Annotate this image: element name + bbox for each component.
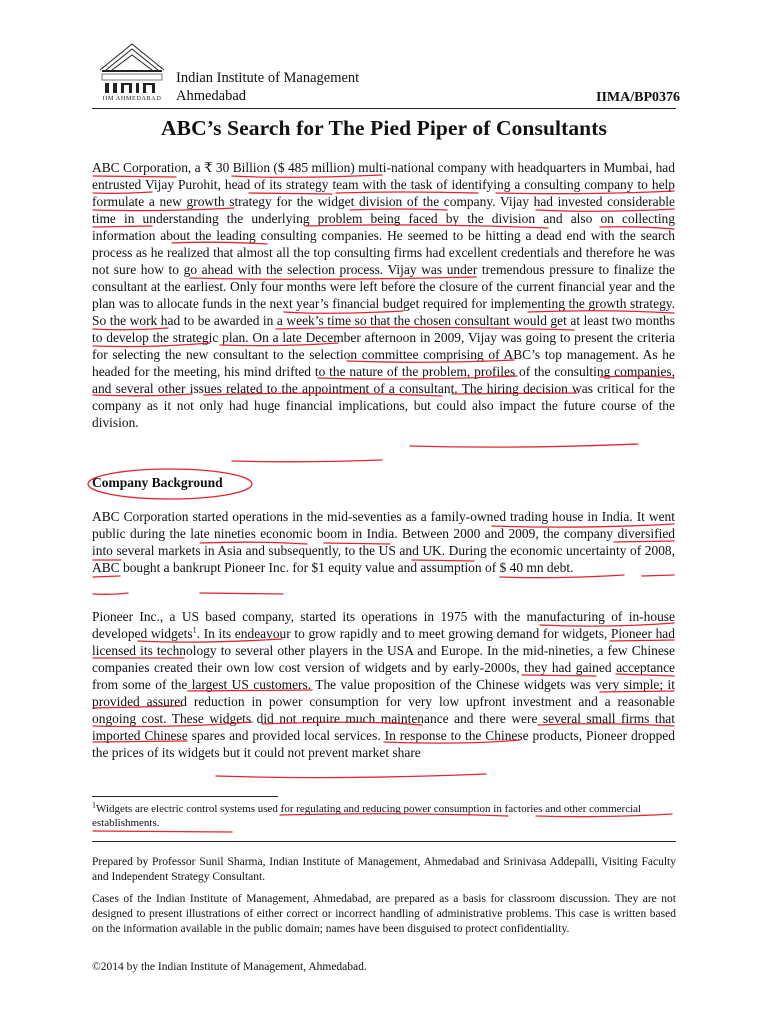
disclaimer: Cases of the Indian Institute of Management, Ahmedabad, are prepared as a basis for classroom discussion. They are not designed to present illustrations of either correct or incorrect handling of administrative problems. This case is written based on the information available in the public domain; names have been disguised to protect confidentiality. bbox=[92, 893, 676, 935]
company-background-paragraph: ABC Corporation started operations in the mid-seventies as a family-owned trading house in India. It went public during the late nineties economic boom in India. Between 2000 and 2009, the company diversified into several markets in Asia and subsequently, to the US and UK. During the economic uncertainty of 2008, ABC bought a bankrupt Pioneer Inc. for $1 equity value and assumption of $ 40 mn debt. bbox=[92, 509, 675, 575]
case-title: ABC’s Search for The Pied Piper of Consultants bbox=[161, 116, 607, 140]
footnote-rule bbox=[92, 796, 278, 797]
institute-line-2: Ahmedabad bbox=[176, 88, 247, 104]
iima-logo bbox=[96, 40, 168, 102]
footnote bbox=[92, 802, 682, 830]
case-id: IIMA/BP0376 bbox=[596, 90, 680, 105]
footnote-marker: 1 bbox=[92, 800, 96, 810]
institute-name bbox=[176, 69, 359, 105]
pioneer-text-start: Pioneer Inc., a US based company, started its operations in 1975 with the manufacturing of in-house developed widgets bbox=[92, 609, 675, 641]
svg-text:IIM AHMEDABAD: IIM AHMEDABAD bbox=[102, 95, 162, 102]
footnote-text: Widgets are electric control systems used for regulating and reducing power consumption in factories and other commercial establishments. bbox=[92, 803, 642, 829]
header-divider bbox=[92, 108, 676, 109]
section-heading-company-background: Company Background bbox=[92, 475, 223, 490]
authors-note: Prepared by Professor Sunil Sharma, Indian Institute of Management, Ahmedabad and Srinivasa Addepalli, Visiting Faculty and Independent Strategy Consultant. bbox=[92, 856, 676, 883]
footer-divider bbox=[92, 841, 676, 842]
pioneer-paragraph bbox=[92, 608, 675, 761]
pioneer-text-rest: . In its endeavour to grow rapidly and to meet growing demand for widgets, Pioneer had licensed its technology to several other players in the USA and Europe. In the mid-nineties, a few Chinese companies created their own low cost version of widgets and by early-2000s, they had gained acceptance from some of the largest US customers. The value proposition of the Chinese widgets was very simple; it provided assured reduction in power consumption for very low upfront investment and a reasonable ongoing cost. These widgets did not require much maintenance and there were several small firms that imported Chinese spares and provided local services. In response to the Chinese products, Pioneer dropped the prices of its widgets but it could not prevent market share bbox=[92, 626, 675, 760]
copyright: ©2014 by the Indian Institute of Management, Ahmedabad. bbox=[92, 961, 367, 973]
intro-paragraph: ABC Corporation, a ₹ 30 Billion ($ 485 million) multi-national company with headquarters in Mumbai, had entrusted Vijay Purohit, head of its strategy team with the task of identifying a consulting company to help formulate a new growth strategy for the widget division of the company. Vijay had invested considerable time in understanding the underlying problem being faced by the division and also on collecting information about the leading consulting companies. He seemed to be hitting a dead end with the search process as he realized that almost all the top consulting firms had excellent credentials and therefore he was not sure how to go ahead with the selection process. Vijay was under tremendous pressure to finalize the consultant at the earliest. Only four months were left before the closure of the current financial year and the plan was to allocate funds in the next year’s financial budget required for implementing the growth strategy. So the work had to be awarded in a week’s time so that the chosen consultant would get at least two months to develop the strategic plan. On a late December afternoon in 2009, Vijay was going to present the criteria for selecting the new consultant to the selection committee comprising of ABC’s top management. As he headed for the meeting, his mind drifted to the nature of the problem, profiles of the consulting companies, and several other issues related to the appointment of a consultant. The hiring decision was critical for the company as it not only had huge financial implications, but could also impact the future course of the division. bbox=[92, 160, 675, 430]
footnote-reference: 1 bbox=[192, 625, 197, 635]
institute-line-1: Indian Institute of Management bbox=[176, 70, 360, 86]
